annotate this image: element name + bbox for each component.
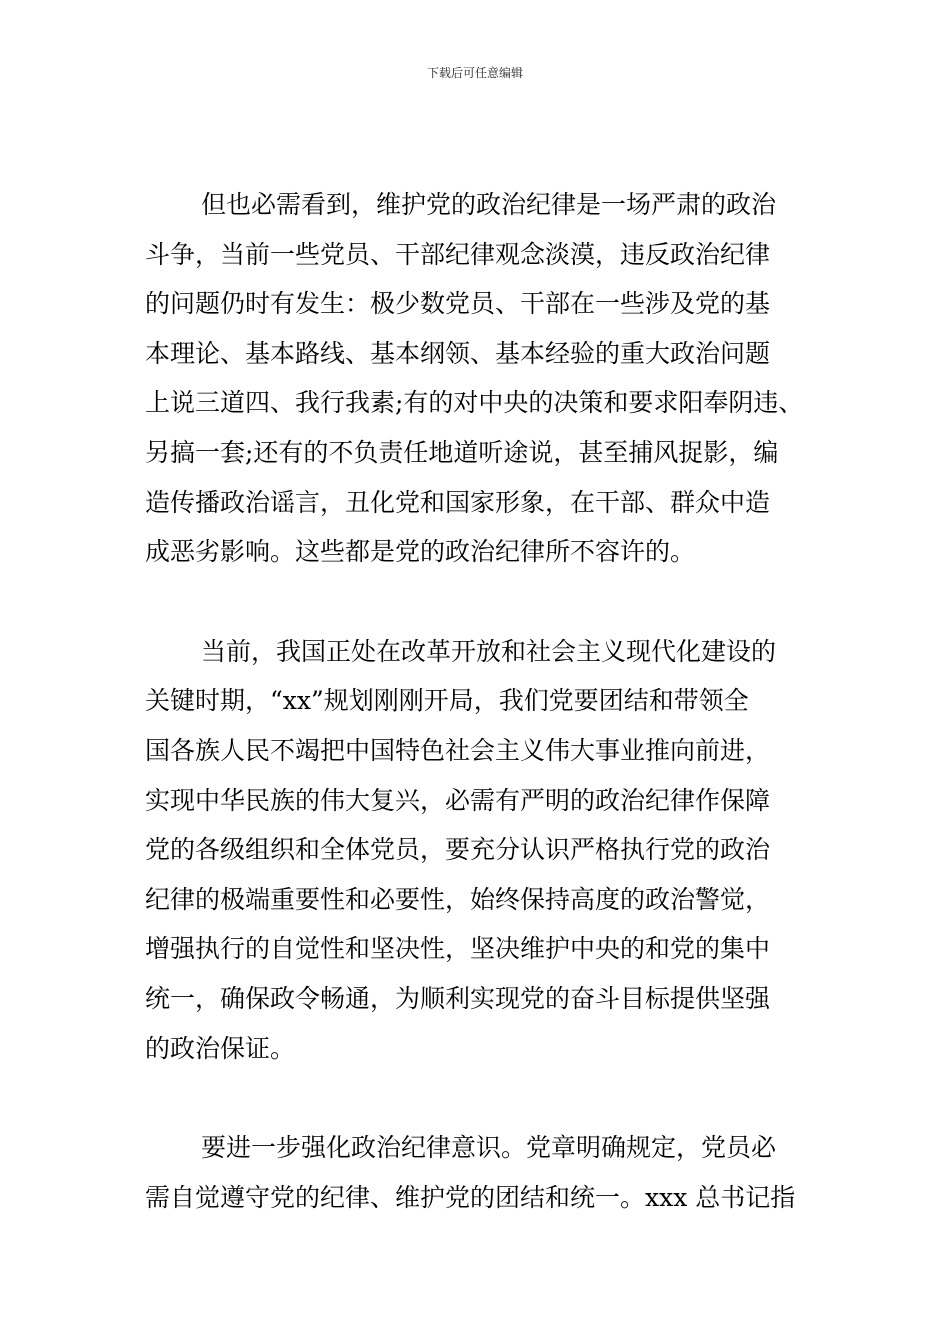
paragraph-2 — [145, 627, 810, 1073]
paragraph-line: 成恶劣影响。这些都是党的政治纪律所不容许的。 — [145, 537, 696, 567]
paragraph-line: 党的各级组织和全体党员，要充分认识严格执行党的政治 — [145, 835, 771, 865]
paragraph-line: 本理论、基本路线、基本纲领、基本经验的重大政治问题 — [145, 338, 771, 368]
paragraph-line: 另搞一套;还有的不负责任地道听途说，甚至捕风捉影，编 — [145, 437, 779, 467]
paragraph-3 — [145, 1123, 810, 1222]
page-header: 下载后可任意编辑 — [426, 66, 523, 80]
paragraph-line: 关键时期，“xx”规划刚刚开局，我们党要团结和带领全 — [145, 686, 749, 716]
paragraph-line: 但也必需看到，维护党的政治纪律是一场严肃的政治 — [201, 190, 777, 219]
paragraph-line: 增强执行的自觉性和坚决性，坚决维护中央的和党的集中 — [145, 934, 771, 964]
paragraph-line: 实现中华民族的伟大复兴，必需有严明的政治纪律作保障 — [145, 785, 771, 815]
paragraph-line: 统一，确保政令畅通，为顺利实现党的奋斗目标提供坚强 — [145, 983, 771, 1013]
paragraph-line: 的问题仍时有发生：极少数党员、干部在一些涉及党的基 — [145, 289, 771, 319]
paragraph-line: 国各族人民不竭把中国特色社会主义伟大事业推向前进， — [145, 735, 771, 765]
paragraph-line: 的政治保证。 — [145, 1033, 296, 1063]
paragraph-line: 纪律的极端重要性和必要性，始终保持高度的政治警觉， — [145, 884, 771, 914]
paragraph-line: 斗争，当前一些党员、干部纪律观念淡漠，违反政治纪律 — [145, 239, 771, 269]
paragraph-line: 当前，我国正处在改革开放和社会主义现代化建设的 — [201, 636, 777, 666]
paragraph-line: 上说三道四、我行我素;有的对中央的决策和要求阳奉阴违、 — [145, 388, 804, 418]
paragraph-line: 要进一步强化政治纪律意识。党章明确规定，党员必 — [201, 1133, 777, 1163]
paragraph-1 — [145, 180, 810, 577]
paragraph-line: 需自觉遵守党的纪律、维护党的团结和统一。xxx 总书记指 — [145, 1182, 796, 1212]
paragraph-line: 造传播政治谣言，丑化党和国家形象，在干部、群众中造 — [145, 487, 771, 517]
document-body — [145, 180, 810, 1272]
